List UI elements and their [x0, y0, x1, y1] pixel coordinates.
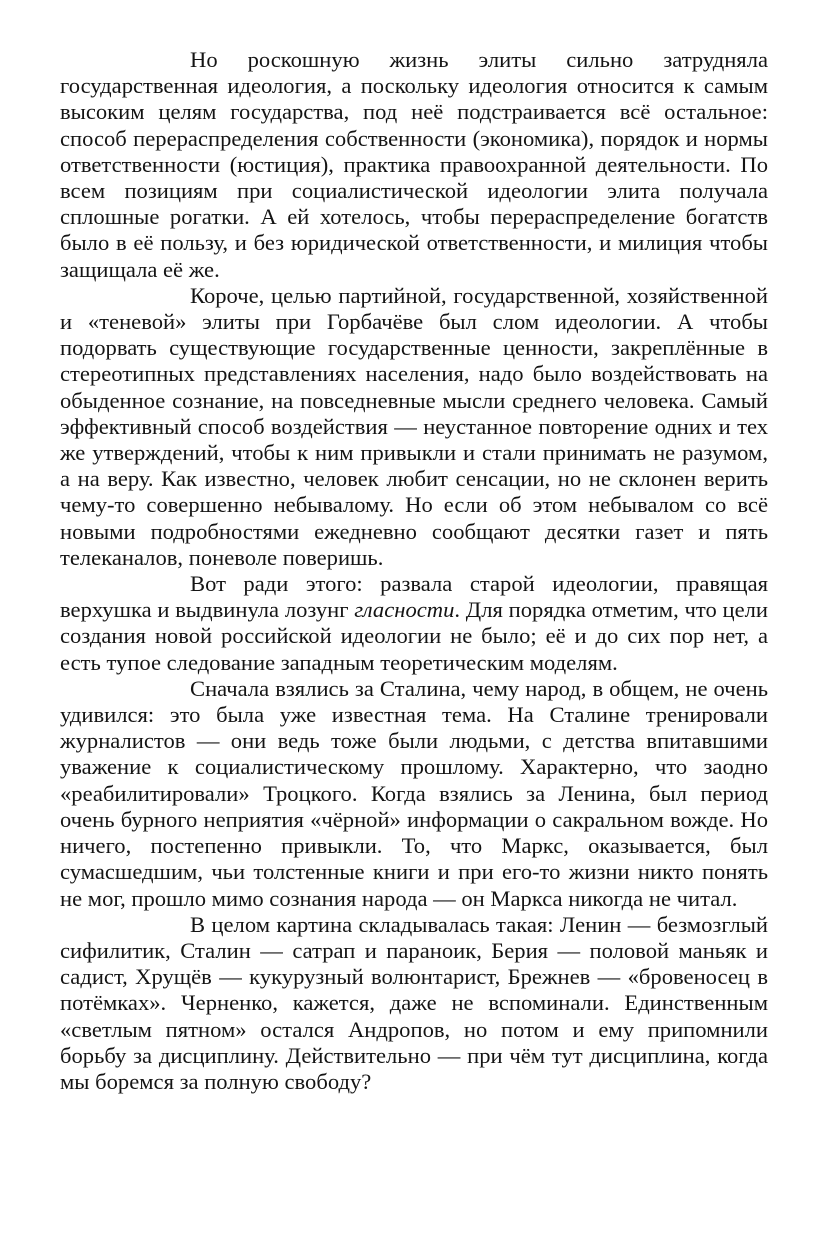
paragraph-5: [60, 912, 768, 1095]
paragraph-3: [60, 571, 768, 676]
paragraph-3-emphasis: гласности: [354, 597, 455, 623]
paragraph-5-text: В целом картина складывалась такая: Ленин — безмозглый сифилитик, Сталин — сатрап и параноик, Берия — половой маньяк и садист, Хрущёв — кукурузный волюнтарист, Брежнев — «бровеносец в потёмках». Черненко, кажется, даже не вспоминали. Единственным «светлым пятном» остался Андропов, но потом и ему припомнили борьбу за дисциплину. Действительно — при чём тут дисциплина, когда мы боремся за полную свободу?: [60, 911, 768, 1094]
paragraph-3-text-after: . Для порядка отметим, что цели создания новой российской идеологии не было; её и до сих пор нет, а есть тупое следование западным теоретическим моделям.: [60, 597, 768, 675]
paragraph-1: [60, 47, 768, 283]
paragraph-1-text: Но роскошную жизнь элиты сильно затрудняла государственная идеология, а поскольку идеология относится к самым высоким целям государства, под неё подстраивается всё остальное: способ перераспределения собственности (экономика), порядок и нормы ответственности (юстиция), практика правоохранной деятельности. По всем позициям при социалистической идеологии элита получала сплошные рогатки. А ей хотелось, чтобы перераспределение богатств было в её пользу, и без юридической ответственности, и милиция чтобы защищала её же.: [60, 47, 768, 282]
document-page: [60, 47, 768, 1095]
paragraph-3-text-before: Вот ради этого: развала старой идеологии, правящая верхушка и выдвинула лозунг: [60, 571, 768, 623]
paragraph-2-text: Короче, целью партийной, государственной, хозяйственной и «теневой» элиты при Горбачёве был слом идеологии. А чтобы подорвать существующие государственные ценности, закреплённые в стереотипных представлениях населения, надо было воздействовать на обыденное сознание, на повседневные мысли среднего человека. Самый эффективный способ воздействия — неустанное повторение одних и тех же утверждений, чтобы к ним привыкли и стали принимать не разумом, а на веру. Как известно, человек любит сенсации, но не склонен верить чему-то совершенно небывалому. Но если об этом небывалом со всё новыми подробностями ежедневно сообщают десятки газет и пять телеканалов, поневоле поверишь.: [60, 282, 768, 570]
paragraph-4: [60, 676, 768, 912]
paragraph-4-text: Сначала взялись за Сталина, чему народ, в общем, не очень удивился: это была уже известная тема. На Сталине тренировали журналистов — они ведь тоже были людьми, с детства впитавшими уважение к социалистическому прошлому. Характерно, что заодно «реабилитировали» Троцкого. Когда взялись за Ленина, был период очень бурного неприятия «чёрной» информации о сакральном вожде. Но ничего, постепенно привыкли. То, что Маркс, оказывается, был сумасшедшим, чьи толстенные книги и при его-то жизни никто понять не мог, прошло мимо сознания народа — он Маркса никогда не читал.: [60, 675, 768, 911]
paragraph-2: [60, 283, 768, 571]
